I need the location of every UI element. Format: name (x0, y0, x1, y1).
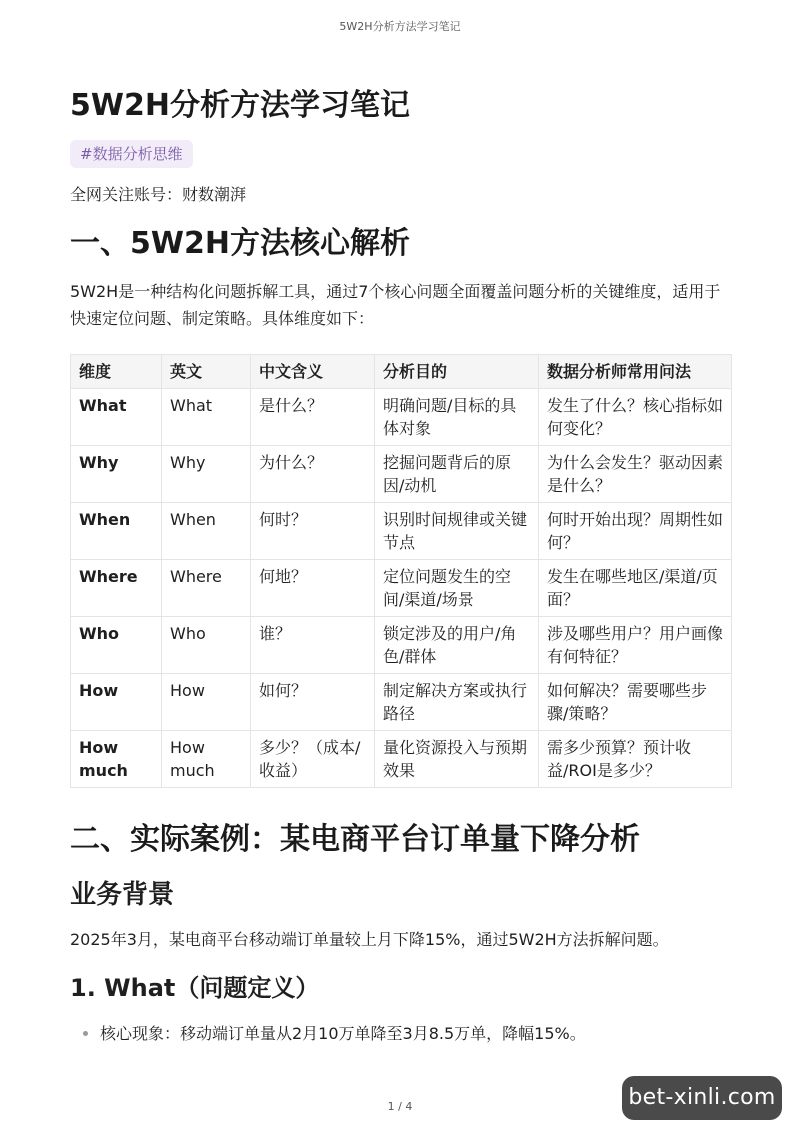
table-cell: What (162, 389, 251, 446)
table-row (71, 674, 732, 731)
section-2-heading: 二、实际案例：某电商平台订单量下降分析 (70, 822, 640, 857)
table-cell: 谁？ (251, 617, 375, 674)
table-cell: 为什么？ (251, 446, 375, 503)
table-cell: Who (162, 617, 251, 674)
table-cell: 涉及哪些用户？用户画像有何特征？ (539, 617, 732, 674)
table-cell: 是什么？ (251, 389, 375, 446)
table-header-row (71, 355, 732, 389)
table-cell-dimension: How much (71, 731, 162, 788)
table-header-cell: 英文 (162, 355, 251, 389)
table-row (71, 617, 732, 674)
table-cell: 锁定涉及的用户/角色/群体 (375, 617, 539, 674)
table-cell: 如何解决？需要哪些步骤/策略？ (539, 674, 732, 731)
table-cell-dimension: When (71, 503, 162, 560)
list-item: • 核心现象：移动端订单量从2月10万单降至3月8.5万单，降幅15%。 (100, 1021, 732, 1047)
table-cell: 识别时间规律或关键节点 (375, 503, 539, 560)
dimensions-table (70, 354, 732, 788)
what-heading: 1. What（问题定义） (70, 974, 320, 1002)
section-1-intro: 5W2H是一种结构化问题拆解工具，通过7个核心问题全面覆盖问题分析的关键维度，适用于快速定位问题、制定策略。具体维度如下： (70, 282, 721, 328)
table-header-cell: 数据分析师常用问法 (539, 355, 732, 389)
background-heading: 业务背景 (70, 880, 175, 910)
table-cell-dimension: Why (71, 446, 162, 503)
table-cell: 为什么会发生？驱动因素是什么？ (539, 446, 732, 503)
table-cell: 多少？（成本/收益） (251, 731, 375, 788)
table-row (71, 389, 732, 446)
table-cell: 发生了什么？核心指标如何变化？ (539, 389, 732, 446)
table-cell-dimension: Where (71, 560, 162, 617)
background-text: 2025年3月，某电商平台移动端订单量较上月下降15%，通过5W2H方法拆解问题。 (70, 930, 669, 949)
table-cell-dimension: Who (71, 617, 162, 674)
table-cell: 何时开始出现？周期性如何？ (539, 503, 732, 560)
document-body (70, 80, 732, 1047)
table-header-cell: 中文含义 (251, 355, 375, 389)
table-cell: 如何？ (251, 674, 375, 731)
section-1-heading: 一、5W2H方法核心解析 (70, 226, 410, 261)
table-cell: 量化资源投入与预期效果 (375, 731, 539, 788)
table-cell: How (162, 674, 251, 731)
table-row (71, 446, 732, 503)
table-cell: 何地？ (251, 560, 375, 617)
table-row (71, 731, 732, 788)
running-header: 5W2H分析方法学习笔记 (339, 20, 461, 33)
table-cell-dimension: How (71, 674, 162, 731)
table-cell: 需多少预算？预计收益/ROI是多少？ (539, 731, 732, 788)
table-cell: 明确问题/目标的具体对象 (375, 389, 539, 446)
table-cell: Where (162, 560, 251, 617)
table-cell: When (162, 503, 251, 560)
topic-tag[interactable]: #数据分析思维 (70, 140, 193, 168)
table-row (71, 560, 732, 617)
table-row (71, 503, 732, 560)
what-bullet-list (70, 1021, 732, 1047)
table-cell: 制定解决方案或执行路径 (375, 674, 539, 731)
table-cell: 定位问题发生的空间/渠道/场景 (375, 560, 539, 617)
table-cell: 发生在哪些地区/渠道/页面？ (539, 560, 732, 617)
watermark-badge: bet-xinli.com (622, 1076, 782, 1120)
table-cell: Why (162, 446, 251, 503)
account-line: 全网关注账号：财数潮湃 (70, 185, 247, 204)
table-cell-dimension: What (71, 389, 162, 446)
table-header-cell: 维度 (71, 355, 162, 389)
table-cell: 何时？ (251, 503, 375, 560)
page-number: 1 / 4 (387, 1100, 413, 1113)
table-cell: How much (162, 731, 251, 788)
doc-title: 5W2H分析方法学习笔记 (70, 88, 410, 123)
table-cell: 挖掘问题背后的原因/动机 (375, 446, 539, 503)
table-header-cell: 分析目的 (375, 355, 539, 389)
